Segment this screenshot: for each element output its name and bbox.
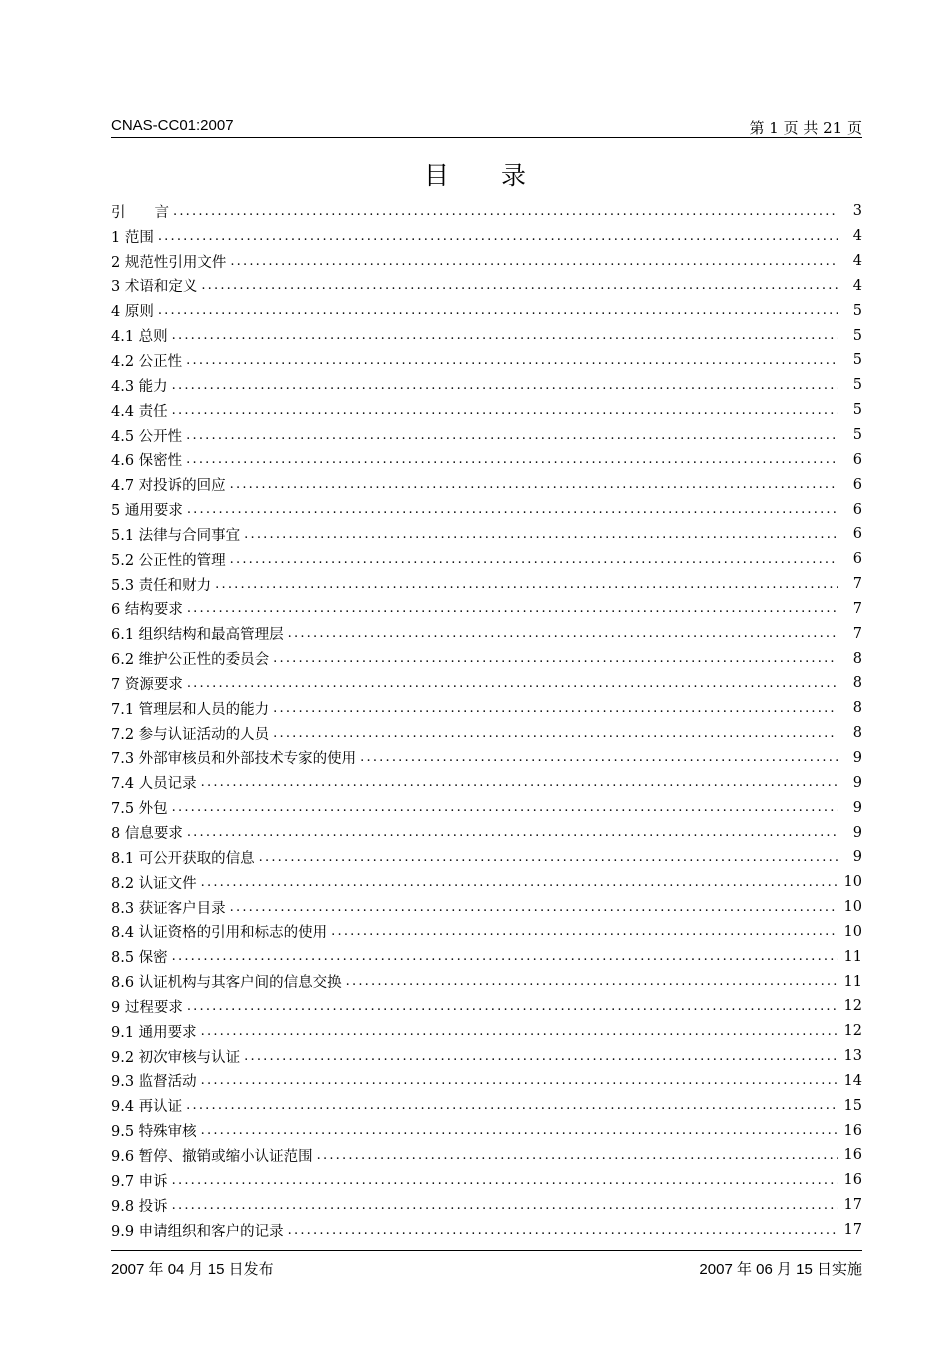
toc-entry-label: 6.1 组织结构和最高管理层 — [111, 627, 284, 644]
toc-entry-label: 8.6 认证机构与其客户间的信息交换 — [111, 975, 342, 992]
effective-date: 2007 年 06 月 15 日实施 — [699, 1261, 862, 1278]
toc-entry-label: 8.1 可公开获取的信息 — [111, 850, 255, 867]
toc-entry-page: 16 — [843, 1172, 862, 1189]
toc-leader-dots — [186, 453, 838, 466]
toc-entry-label: 2 规范性引用文件 — [111, 254, 227, 271]
toc-entry[interactable] — [111, 522, 862, 547]
toc-entry-page: 15 — [843, 1097, 862, 1114]
toc-entry[interactable] — [111, 472, 862, 497]
toc-entry-page: 7 — [852, 625, 862, 642]
toc-entry[interactable] — [111, 895, 862, 920]
toc-entry-label: 9.4 再认证 — [111, 1099, 183, 1116]
toc-leader-dots — [158, 304, 838, 317]
toc-entry[interactable] — [111, 224, 862, 249]
toc-leader-dots — [346, 975, 838, 988]
toc-entry-label: 8.3 获证客户目录 — [111, 900, 226, 917]
toc-entry-page: 10 — [843, 899, 862, 916]
toc-entry-page: 14 — [843, 1072, 862, 1089]
toc-entry[interactable] — [111, 944, 862, 969]
toc-entry[interactable] — [111, 671, 862, 696]
toc-leader-dots — [273, 727, 838, 740]
page-footer — [111, 1250, 862, 1281]
toc-entry-label: 7.5 外包 — [111, 801, 168, 818]
toc-entry-label: 4.6 保密性 — [111, 453, 183, 470]
toc-entry[interactable] — [111, 274, 862, 299]
toc-entry[interactable] — [111, 1168, 862, 1193]
toc-entry-page: 5 — [852, 402, 862, 419]
toc-leader-dots — [201, 279, 838, 292]
toc-entry[interactable] — [111, 994, 862, 1019]
toc-leader-dots — [186, 354, 838, 367]
toc-entry-label: 3 术语和定义 — [111, 279, 198, 296]
toc-leader-dots — [230, 478, 838, 491]
toc-leader-dots — [187, 503, 838, 516]
toc-leader-dots — [187, 602, 838, 615]
toc-leader-dots — [172, 801, 838, 814]
toc-entry[interactable] — [111, 621, 862, 646]
toc-entry-page: 5 — [852, 302, 862, 319]
toc-entry[interactable] — [111, 795, 862, 820]
toc-entry[interactable] — [111, 1143, 862, 1168]
toc-entry[interactable] — [111, 597, 862, 622]
toc-entry-label: 5.3 责任和财力 — [111, 577, 212, 594]
toc-entry-page: 5 — [852, 377, 862, 394]
toc-title: 目录 — [423, 161, 578, 190]
toc-leader-dots — [244, 1050, 838, 1063]
toc-entry[interactable] — [111, 249, 862, 274]
toc-entry-label: 4.5 公开性 — [111, 428, 183, 445]
toc-entry-label: 4.2 公正性 — [111, 353, 183, 370]
toc-leader-dots — [158, 230, 838, 243]
toc-entry-page: 12 — [843, 1023, 862, 1040]
toc-leader-dots — [186, 429, 838, 442]
toc-entry[interactable] — [111, 845, 862, 870]
toc-leader-dots — [259, 851, 838, 864]
toc-entry-label: 9.1 通用要求 — [111, 1024, 197, 1041]
toc-leader-dots — [172, 1174, 838, 1187]
toc-entry-label: 9.7 申诉 — [111, 1173, 168, 1190]
toc-leader-dots — [230, 255, 838, 268]
toc-entry[interactable] — [111, 348, 862, 373]
toc-entry-label: 5.1 法律与合同事宜 — [111, 527, 241, 544]
toc-leader-dots — [187, 677, 838, 690]
toc-entry-page: 12 — [843, 998, 862, 1015]
toc-entry-page: 9 — [852, 749, 862, 766]
toc-entry[interactable] — [111, 696, 862, 721]
toc-entry-page: 6 — [852, 476, 862, 493]
toc-entry-page: 5 — [852, 427, 862, 444]
toc-entry-label: 4 原则 — [111, 304, 154, 321]
toc-leader-dots — [360, 751, 838, 764]
toc-entry[interactable] — [111, 919, 862, 944]
toc-entry-label: 8.5 保密 — [111, 950, 168, 967]
toc-entry-label: 5.2 公正性的管理 — [111, 552, 226, 569]
toc-entry-page: 9 — [852, 799, 862, 816]
toc-entry[interactable] — [111, 398, 862, 423]
toc-entry[interactable] — [111, 746, 862, 771]
toc-entry[interactable] — [111, 1019, 862, 1044]
toc-entry-label: 4.7 对投诉的回应 — [111, 478, 226, 495]
toc-entry-label: 9.5 特殊审核 — [111, 1124, 197, 1141]
toc-entry-page: 9 — [852, 849, 862, 866]
toc-entry-page: 4 — [852, 228, 862, 245]
toc-leader-dots — [172, 1199, 838, 1212]
toc-entry-page: 16 — [843, 1147, 862, 1164]
toc-entry-label: 4.1 总则 — [111, 329, 168, 346]
toc-entry-page: 10 — [843, 874, 862, 891]
toc-entry-label: 5 通用要求 — [111, 503, 183, 520]
toc-entry-label: 9.9 申请组织和客户的记录 — [111, 1223, 284, 1240]
toc-entry-page: 7 — [852, 600, 862, 617]
toc-entry[interactable] — [111, 1069, 862, 1094]
toc-leader-dots — [230, 553, 838, 566]
toc-leader-dots — [201, 1124, 838, 1137]
toc-leader-dots — [201, 776, 838, 789]
toc-entry-label: 引 言 — [111, 204, 169, 221]
table-of-contents — [111, 199, 862, 1242]
toc-leader-dots — [230, 901, 838, 914]
toc-entry-page: 9 — [852, 774, 862, 791]
toc-entry-label: 6.2 维护公正性的委员会 — [111, 652, 270, 669]
toc-entry[interactable] — [111, 423, 862, 448]
toc-entry-page: 4 — [852, 253, 862, 270]
toc-entry-page: 5 — [852, 327, 862, 344]
toc-entry-label: 1 范围 — [111, 229, 154, 246]
page-number-info: 第 1 页 共 21 页 — [749, 119, 862, 137]
toc-leader-dots — [173, 205, 838, 218]
toc-leader-dots — [186, 1099, 838, 1112]
toc-entry-page: 11 — [843, 973, 862, 990]
toc-entry[interactable] — [111, 373, 862, 398]
toc-entry-label: 8.4 认证资格的引用和标志的使用 — [111, 925, 328, 942]
document-code: CNAS-CC01:2007 — [111, 117, 234, 134]
toc-leader-dots — [288, 1224, 838, 1237]
toc-entry-label: 8.2 认证文件 — [111, 875, 197, 892]
toc-leader-dots — [331, 925, 838, 938]
toc-entry[interactable] — [111, 721, 862, 746]
toc-entry-label: 6 结构要求 — [111, 602, 183, 619]
toc-leader-dots — [244, 528, 838, 541]
toc-entry-page: 3 — [852, 203, 862, 220]
toc-leader-dots — [187, 826, 838, 839]
toc-entry[interactable] — [111, 646, 862, 671]
toc-leader-dots — [172, 404, 838, 417]
toc-leader-dots — [273, 652, 838, 665]
toc-entry-label: 7.2 参与认证活动的人员 — [111, 726, 270, 743]
toc-entry[interactable] — [111, 497, 862, 522]
toc-entry[interactable] — [111, 1193, 862, 1218]
toc-entry-page: 6 — [852, 526, 862, 543]
toc-entry[interactable] — [111, 870, 862, 895]
toc-entry-page: 17 — [843, 1222, 862, 1239]
toc-leader-dots — [215, 578, 838, 591]
toc-leader-dots — [317, 1149, 838, 1162]
toc-entry[interactable] — [111, 1218, 862, 1243]
toc-entry-page: 13 — [843, 1048, 862, 1065]
toc-entry-page: 4 — [852, 277, 862, 294]
toc-leader-dots — [201, 876, 838, 889]
page-header — [111, 115, 862, 138]
toc-entry[interactable] — [111, 199, 862, 224]
toc-entry-page: 8 — [852, 700, 862, 717]
toc-entry-page: 11 — [843, 948, 862, 965]
toc-leader-dots — [273, 702, 838, 715]
toc-entry-page: 8 — [852, 675, 862, 692]
toc-entry[interactable] — [111, 447, 862, 472]
toc-leader-dots — [288, 627, 838, 640]
toc-leader-dots — [172, 950, 838, 963]
toc-leader-dots — [201, 1025, 838, 1038]
toc-entry[interactable] — [111, 298, 862, 323]
toc-entry[interactable] — [111, 969, 862, 994]
toc-entry[interactable] — [111, 1093, 862, 1118]
toc-entry[interactable] — [111, 770, 862, 795]
toc-entry-page: 7 — [852, 576, 862, 593]
toc-leader-dots — [201, 1074, 838, 1087]
toc-entry-label: 9.3 监督活动 — [111, 1074, 197, 1091]
toc-entry-page: 9 — [852, 824, 862, 841]
toc-entry[interactable] — [111, 820, 862, 845]
toc-entry-label: 9 过程要求 — [111, 999, 183, 1016]
toc-entry-page: 8 — [852, 650, 862, 667]
toc-entry-label: 8 信息要求 — [111, 826, 183, 843]
toc-entry-page: 6 — [852, 551, 862, 568]
toc-entry-label: 7.4 人员记录 — [111, 776, 197, 793]
toc-entry-label: 7.1 管理层和人员的能力 — [111, 701, 270, 718]
toc-entry[interactable] — [111, 1044, 862, 1069]
issue-date: 2007 年 04 月 15 日发布 — [111, 1261, 274, 1278]
toc-entry-label: 7.3 外部审核员和外部技术专家的使用 — [111, 751, 357, 768]
toc-entry[interactable] — [111, 1118, 862, 1143]
toc-entry-label: 9.6 暂停、撤销或缩小认证范围 — [111, 1148, 313, 1165]
toc-entry-page: 5 — [852, 352, 862, 369]
toc-entry-page: 6 — [852, 501, 862, 518]
toc-entry-label: 4.3 能力 — [111, 378, 168, 395]
toc-leader-dots — [187, 1000, 838, 1013]
toc-entry[interactable] — [111, 323, 862, 348]
toc-entry-page: 17 — [843, 1197, 862, 1214]
toc-entry-page: 6 — [852, 451, 862, 468]
toc-entry-label: 4.4 责任 — [111, 403, 168, 420]
toc-leader-dots — [172, 329, 838, 342]
toc-entry-page: 16 — [843, 1122, 862, 1139]
toc-entry-label: 7 资源要求 — [111, 676, 183, 693]
toc-entry[interactable] — [111, 547, 862, 572]
toc-entry-page: 10 — [843, 923, 862, 940]
toc-entry-page: 8 — [852, 725, 862, 742]
toc-entry[interactable] — [111, 572, 862, 597]
toc-entry-label: 9.8 投诉 — [111, 1198, 168, 1215]
toc-leader-dots — [172, 379, 838, 392]
toc-entry-label: 9.2 初次审核与认证 — [111, 1049, 241, 1066]
